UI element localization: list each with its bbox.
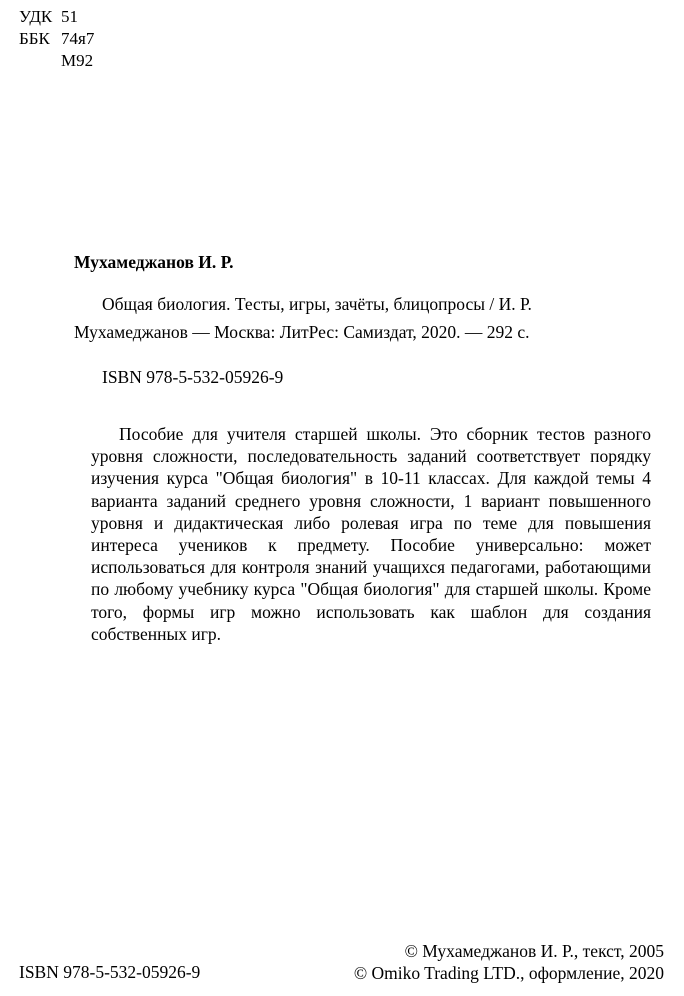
udk-value: 51	[61, 7, 78, 26]
author-heading: Мухамеджанов И. Р.	[74, 252, 234, 272]
copyright-text-line: © Мухамеджанов И. Р., текст, 2005	[404, 941, 664, 961]
footer-isbn: ISBN 978-5-532-05926-9	[19, 962, 201, 982]
author-mark: М92	[61, 51, 94, 70]
bbk-value: 74я7	[61, 29, 95, 48]
udk-row	[19, 6, 94, 28]
annotation-text: Пособие для учителя старшей школы. Это сборник тестов разного уровня сложности, последовательность заданий соответствует порядку изучения курса "Общая биология" в 10-11 классах. Для каждой темы 4 варианта заданий среднего уровня сложности, 1 вариант повышенного уровня и дидактическая либо ролевая игра по теме для повышения интереса учеников к предмету. Пособие универсально: может использоваться для контроля знаний учащихся педагогами, работающими по любому учебнику курса "Общая биология" для старшей школы. Кроме того, формы игр можно использовать как шаблон для создания собственных игр.	[91, 424, 651, 644]
isbn-main: ISBN 978-5-532-05926-9	[102, 367, 284, 387]
bbk-label: ББК	[19, 29, 50, 48]
bibliographic-record: Общая биология. Тесты, игры, зачёты, блицопросы / И. Р. Мухамеджанов — Москва: ЛитРес: Самиздат, 2020. — 292 с.	[74, 294, 532, 342]
author-mark-row	[19, 50, 94, 72]
classification-block	[19, 6, 94, 72]
udk-label: УДК	[19, 7, 53, 26]
copyright-design-line: © Omiko Trading LTD., оформление, 2020	[353, 963, 664, 983]
bbk-row	[19, 28, 94, 50]
copyright-block	[354, 940, 664, 984]
